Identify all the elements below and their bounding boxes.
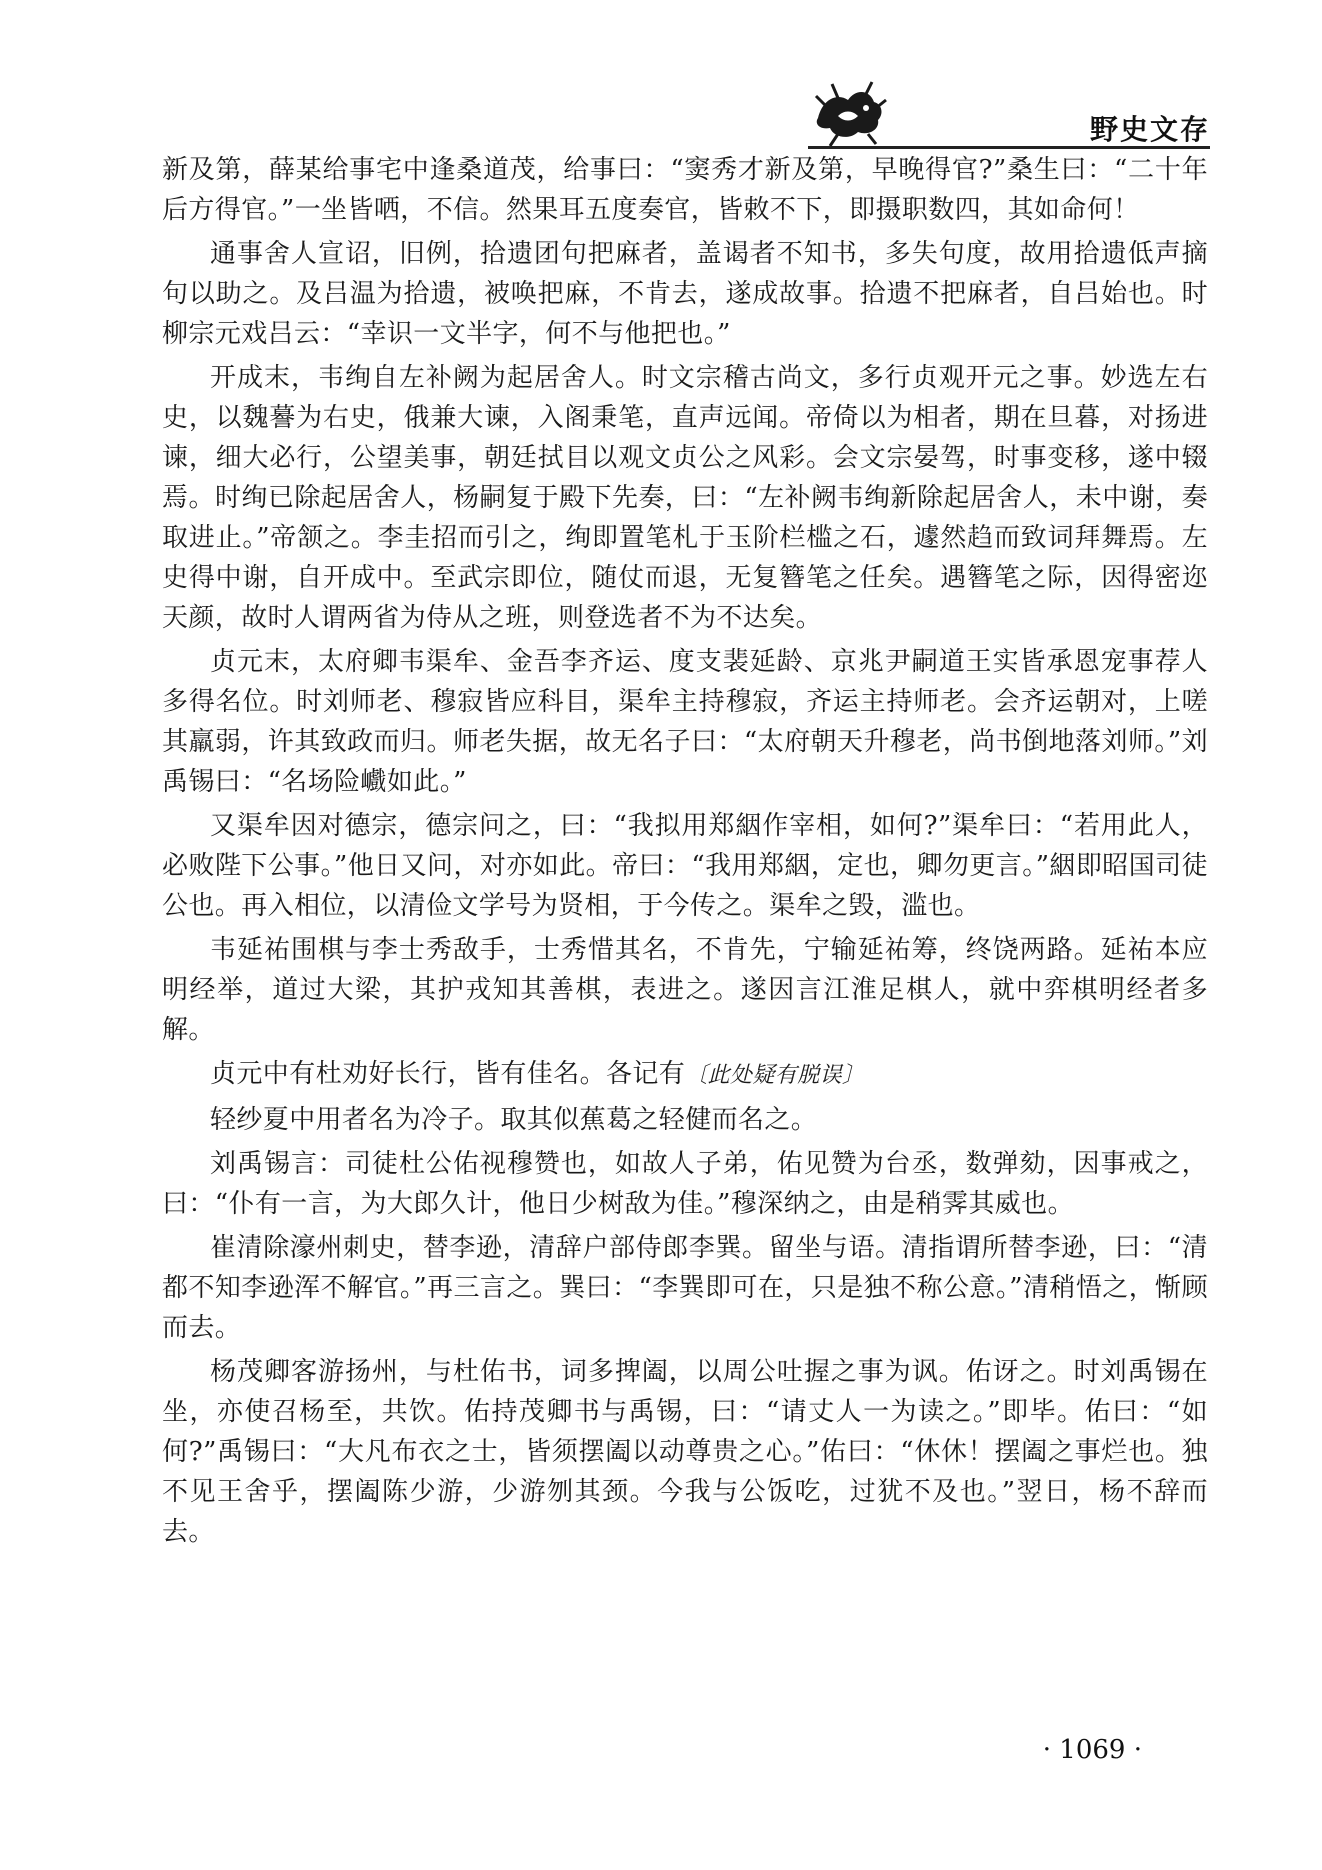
- paragraph: 崔清除濠州刺史，替李逊，清辞户部侍郎李巽。留坐与语。清指谓所替李逊，曰：“清都不知李逊浑不解官。”再三言之。巽曰：“李巽即可在，只是独不称公意。”清稍悟之，惭顾而去。: [162, 1233, 1208, 1343]
- body-text: [162, 150, 1208, 1556]
- paragraph: 贞元末，太府卿韦渠牟、金吾李齐运、度支裴延龄、京兆尹嗣道王实皆承恩宠事荐人多得名位。时刘师老、穆寂皆应科目，渠牟主持穆寂，齐运主持师老。会齐运朝对，上嗟其羸弱，许其致政而归。师老失据，故无名子曰：“太府朝天升穆老，尚书倒地落刘师。”刘禹锡曰：“名场险巇如此。”: [162, 647, 1208, 797]
- paragraph-text: 贞元中有杜劝好长行，皆有佳名。各记有: [210, 1059, 686, 1089]
- paragraph: 韦延祐围棋与李士秀敌手，士秀惜其名，不肯先，宁输延祐筹，终饶两路。延祐本应明经举，道过大梁，其护戎知其善棋，表进之。遂因言江淮足棋人，就中弈棋明经者多解。: [162, 935, 1208, 1045]
- running-header-title: 野史文存: [1089, 113, 1210, 146]
- paragraph-with-note: [162, 1054, 1208, 1096]
- paragraph: 杨茂卿客游扬州，与杜佑书，词多捭阖，以周公吐握之事为讽。佑讶之。时刘禹锡在坐，亦使召杨至，共饮。佑持茂卿书与禹锡，曰：“请丈人一为读之。”即毕。佑曰：“如何?”禹锡曰：“大凡布衣之士，皆须摆阖以动尊贵之心。”佑曰：“休休！摆阖之事烂也。独不见王舍乎，摆阖陈少游，少游刎其颈。今我与公饭吃，过犹不及也。”翌日，杨不辞而去。: [162, 1357, 1208, 1547]
- dragon-emblem-icon: [808, 78, 888, 148]
- page-number: · 1069 ·: [1042, 1735, 1142, 1765]
- paragraph: 通事舍人宣诏，旧例，拾遗团句把麻者，盖谒者不知书，多失句度，故用拾遗低声摘句以助之。及吕温为拾遗，被唤把麻，不肯去，遂成故事。拾遗不把麻者，自吕始也。时柳宗元戏吕云：“幸识一文半字，何不与他把也。”: [162, 239, 1208, 349]
- paragraph: 轻纱夏中用者名为冷子。取其似蕉葛之轻健而名之。: [210, 1105, 818, 1135]
- paragraph: 又渠牟因对德宗，德宗问之，曰：“我拟用郑絪作宰相，如何?”渠牟曰：“若用此人，必败陛下公事。”他日又问，对亦如此。帝曰：“我用郑絪，定也，卿勿更言。”絪即昭国司徒公也。再入相位，以清俭文学号为贤相，于今传之。渠牟之毁，滥也。: [162, 811, 1208, 921]
- paragraph: 开成末，韦绚自左补阙为起居舍人。时文宗稽古尚文，多行贞观开元之事。妙选左右史，以魏謩为右史，俄兼大谏，入阁秉笔，直声远闻。帝倚以为相者，期在旦暮，对扬进谏，细大必行，公望美事，朝廷拭目以观文贞公之风彩。会文宗晏驾，时事变移，遂中辍焉。时绚已除起居舍人，杨嗣复于殿下先奏，曰：“左补阙韦绚新除起居舍人，未中谢，奏取进止。”帝颔之。李圭招而引之，绚即置笔札于玉阶栏槛之石，遽然趋而致词拜舞焉。左史得中谢，自开成中。至武宗即位，随仗而退，无复簪笔之任矣。遇簪笔之际，因得密迩天颜，故时人谓两省为侍从之班，则登选者不为不达矣。: [162, 363, 1208, 633]
- paragraph: 刘禹锡言：司徒杜公佑视穆赞也，如故人子弟，佑见赞为台丞，数弹劾，因事戒之，曰：“仆有一言，为大郎久计，他日少树敌为佳。”穆深纳之，由是稍霁其威也。: [162, 1149, 1208, 1219]
- paragraph: 新及第，薛某给事宅中逢桑道茂，给事曰：“窦秀才新及第，早晚得官?”桑生曰：“二十年后方得官。”一坐皆哂，不信。然果耳五度奏官，皆敕不下，即摄职数四，其如命何！: [162, 155, 1208, 225]
- editorial-note: 〔此处疑有脱误〕: [685, 1063, 865, 1088]
- header-rule: [808, 146, 1210, 149]
